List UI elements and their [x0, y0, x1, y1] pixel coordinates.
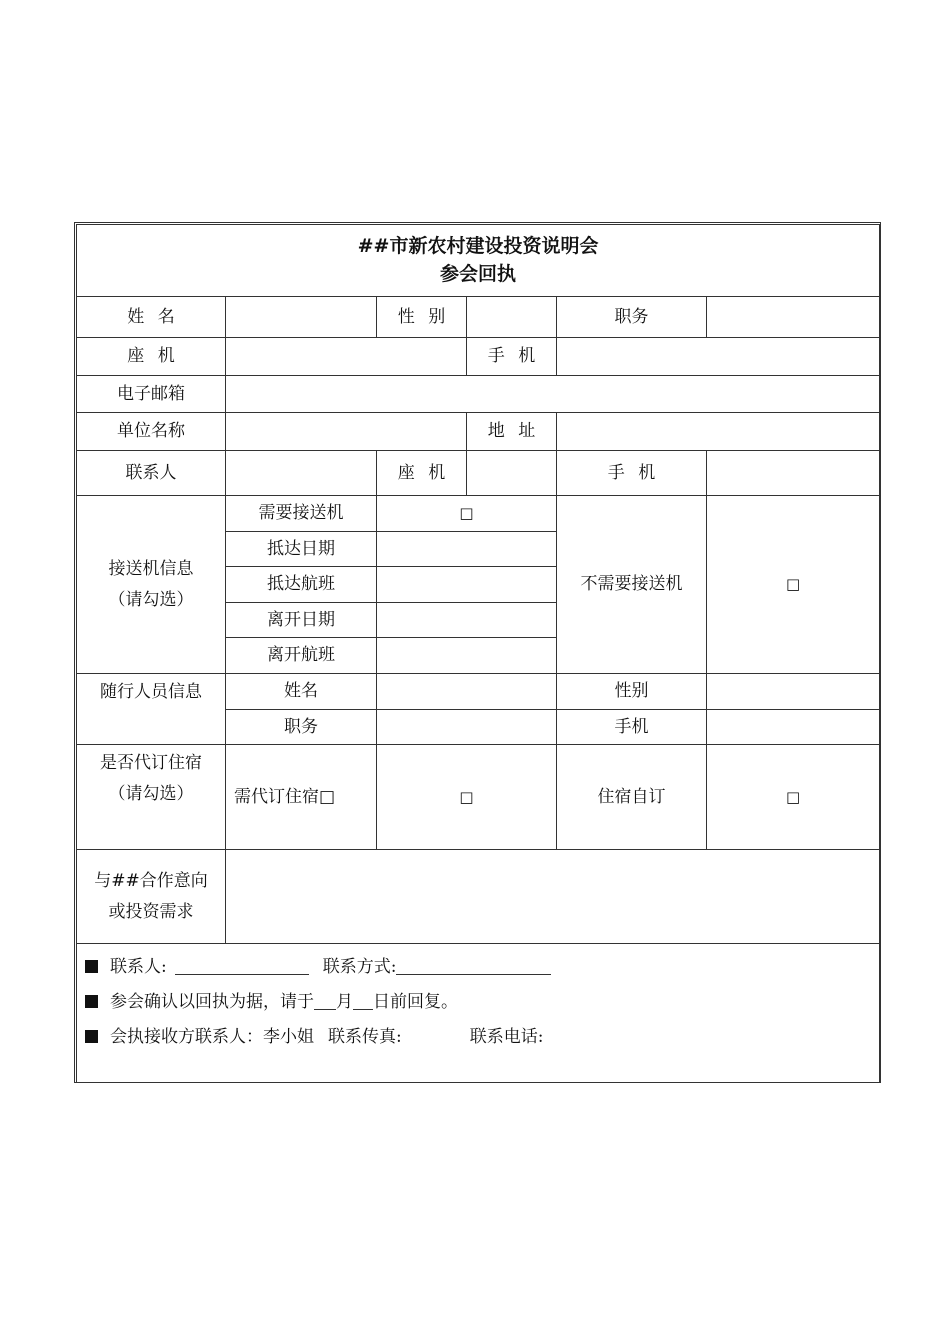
arrive-date-field[interactable]: [377, 532, 557, 567]
mobile-field[interactable]: [557, 338, 880, 376]
arrive-flight-label: 抵达航班: [226, 567, 377, 603]
contact-method-blank[interactable]: [396, 957, 551, 975]
companion-label: 随行人员信息: [77, 674, 226, 745]
landline-field[interactable]: [226, 338, 467, 376]
companion-position-label: 职务: [226, 710, 377, 745]
form-title-line2: 参会回执: [440, 262, 517, 285]
contact-landline-label: 座机: [377, 451, 467, 496]
companion-mobile-field[interactable]: [707, 710, 880, 745]
form-title-line1: ##市新农村建设投资说明会: [357, 234, 599, 257]
companion-gender-label: 性别: [557, 674, 707, 710]
companion-gender-field[interactable]: [707, 674, 880, 710]
bullet-square-icon: [85, 1030, 98, 1043]
pickup-need-checkbox[interactable]: □: [377, 496, 557, 532]
position-label: 职务: [557, 297, 707, 338]
pickup-label: 接送机信息 （请勾选）: [77, 496, 226, 674]
contact-mobile-field[interactable]: [707, 451, 880, 496]
contact-landline-field[interactable]: [467, 451, 557, 496]
gender-field[interactable]: [467, 297, 557, 338]
intent-field[interactable]: [226, 850, 880, 944]
lodging-label: 是否代订住宿 （请勾选）: [77, 745, 226, 850]
email-label: 电子邮箱: [77, 376, 226, 413]
rsvp-form-table: [76, 224, 880, 1083]
leave-flight-label: 离开航班: [226, 638, 377, 674]
org-field[interactable]: [226, 413, 467, 451]
arrive-flight-field[interactable]: [377, 567, 557, 603]
bullet-square-icon: [85, 995, 98, 1008]
day-blank[interactable]: [353, 992, 373, 1010]
org-label: 单位名称: [77, 413, 226, 451]
bullet-square-icon: [85, 960, 98, 973]
position-field[interactable]: [707, 297, 880, 338]
gender-label: 性别: [377, 297, 467, 338]
email-field[interactable]: [226, 376, 880, 413]
notes-section: [77, 944, 880, 1083]
pickup-no-need-label: 不需要接送机: [557, 496, 707, 674]
companion-position-field[interactable]: [377, 710, 557, 745]
leave-flight-field[interactable]: [377, 638, 557, 674]
lodging-book-checkbox[interactable]: □: [377, 745, 557, 850]
note-line-receiver: 会执接收方联系人：李小姐 联系传真: 联系电话:: [85, 1020, 871, 1055]
note-line-contact: 联系人: 联系方式:: [85, 950, 871, 985]
pickup-need-label: 需要接送机: [226, 496, 377, 532]
contact-field[interactable]: [226, 451, 377, 496]
arrive-date-label: 抵达日期: [226, 532, 377, 567]
address-label: 地址: [467, 413, 557, 451]
name-field[interactable]: [226, 297, 377, 338]
companion-mobile-label: 手机: [557, 710, 707, 745]
address-field[interactable]: [557, 413, 880, 451]
leave-date-field[interactable]: [377, 603, 557, 638]
contact-label: 联系人: [77, 451, 226, 496]
contact-blank[interactable]: [175, 957, 309, 975]
lodging-self-label: 住宿自订: [557, 745, 707, 850]
companion-name-label: 姓名: [226, 674, 377, 710]
intent-label: 与##合作意向 或投资需求: [77, 850, 226, 944]
contact-mobile-label: 手机: [557, 451, 707, 496]
landline-label: 座机: [77, 338, 226, 376]
form-title: [77, 225, 880, 297]
mobile-label: 手机: [467, 338, 557, 376]
name-label: 姓名: [77, 297, 226, 338]
pickup-no-need-checkbox[interactable]: □: [707, 496, 880, 674]
lodging-book-label[interactable]: 需代订住宿□: [226, 745, 377, 850]
note-line-deadline: 参会确认以回执为据，请于 月 日前回复。: [85, 985, 871, 1020]
leave-date-label: 离开日期: [226, 603, 377, 638]
lodging-self-checkbox[interactable]: □: [707, 745, 880, 850]
month-blank[interactable]: [314, 992, 336, 1010]
companion-name-field[interactable]: [377, 674, 557, 710]
